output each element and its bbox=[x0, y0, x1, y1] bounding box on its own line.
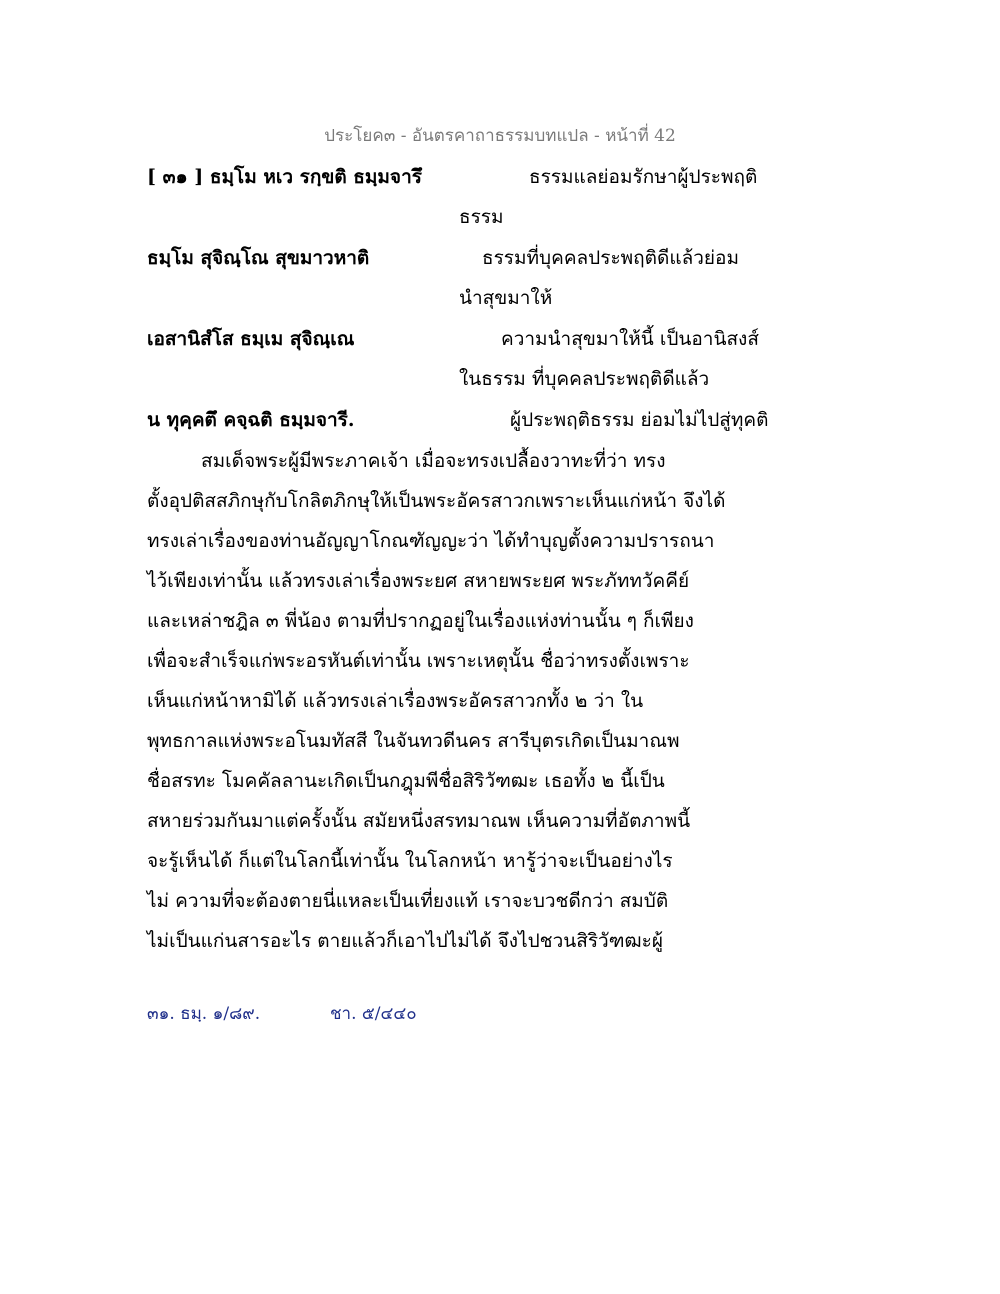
footnote-ref-jataka: ชา. ๕/๔๔๐ bbox=[330, 1004, 417, 1024]
verse-pali-line-2: ธมฺโม สุจิณฺโณ สุขมาวหาติ bbox=[147, 247, 370, 269]
verse-thai-line-3a: ความนำสุขมาให้นี้ เป็นอานิสงส์ bbox=[501, 328, 759, 350]
body-line: เห็นแก่หน้าหามิได้ แล้วทรงเล่าเรื่องพระอัครสาวกทั้ง ๒ ว่า ใน bbox=[147, 690, 644, 712]
verse-thai-line-1b: ธรรม bbox=[459, 206, 504, 228]
verse-pali-line-3: เอสานิสํโส ธมฺเม สุจิณฺเณ bbox=[147, 328, 355, 350]
verse-thai-line-2b: นำสุขมาให้ bbox=[459, 287, 553, 309]
body-line: ไม่เป็นแก่นสารอะไร ตายแล้วก็เอาไปไม่ได้ จึงไปชวนสิริวัฑฒะผู้ bbox=[147, 930, 663, 952]
body-line: ชื่อสรทะ โมคคัลลานะเกิดเป็นกฎุมพีชื่อสิริวัฑฒะ เธอทั้ง ๒ นี้เป็น bbox=[147, 770, 665, 792]
body-line: ตั้งอุปติสสภิกษุกับโกลิตภิกษุให้เป็นพระอัครสาวกเพราะเห็นแก่หน้า จึงได้ bbox=[147, 490, 726, 512]
page-header: ประโยค๓ - อันตรคาถาธรรมบทแปล - หน้าที่ 42 bbox=[324, 126, 676, 146]
body-line: พุทธกาลแห่งพระอโนมทัสสี ในจันทวดีนคร สารีบุตรเกิดเป็นมาณพ bbox=[147, 730, 680, 752]
verse-thai-line-1a: ธรรมแลย่อมรักษาผู้ประพฤติ bbox=[529, 166, 758, 188]
body-line: สมเด็จพระผู้มีพระภาคเจ้า เมื่อจะทรงเปลื้องวาทะที่ว่า ทรง bbox=[201, 450, 666, 472]
footnote-ref-dhammapada: ๓๑. ธมฺ. ๑/๘๙. bbox=[147, 1004, 261, 1024]
verse-thai-line-4a: ผู้ประพฤติธรรม ย่อมไม่ไปสู่ทุคติ bbox=[510, 409, 769, 431]
verse-pali-line-4: น ทุคฺคตึ คจฺฉติ ธมฺมจารี. bbox=[147, 409, 355, 431]
body-line: เพื่อจะสำเร็จแก่พระอรหันต์เท่านั้น เพราะเหตุนั้น ชื่อว่าทรงตั้งเพราะ bbox=[147, 650, 690, 672]
body-line: จะรู้เห็นได้ ก็แต่ในโลกนี้เท่านั้น ในโลกหน้า หารู้ว่าจะเป็นอย่างไร bbox=[147, 850, 673, 872]
body-line: ทรงเล่าเรื่องของท่านอัญญาโกณฑัญญะว่า ได้ทำบุญตั้งความปรารถนา bbox=[147, 530, 715, 552]
body-line: ไว้เพียงเท่านั้น แล้วทรงเล่าเรื่องพระยศ สหายพระยศ พระภัททวัคคีย์ bbox=[147, 570, 690, 592]
body-line: สหายร่วมกันมาแต่ครั้งนั้น สมัยหนึ่งสรทมาณพ เห็นความที่อัตภาพนี้ bbox=[147, 810, 691, 832]
verse-pali-line-1: [ ๓๑ ] ธมฺโม หเว รกฺขติ ธมฺมจารึ bbox=[147, 166, 422, 188]
body-line: ไม่ ความที่จะต้องตายนี่แหละเป็นเที่ยงแท้ เราจะบวชดีกว่า สมบัติ bbox=[147, 890, 669, 912]
body-line: และเหล่าชฎิล ๓ พี่น้อง ตามที่ปรากฏอยู่ในเรื่องแห่งท่านนั้น ๆ ก็เพียง bbox=[147, 610, 694, 632]
verse-thai-line-3b: ในธรรม ที่บุคคลประพฤติดีแล้ว bbox=[459, 368, 710, 390]
verse-thai-line-2a: ธรรมที่บุคคลประพฤติดีแล้วย่อม bbox=[482, 247, 739, 269]
